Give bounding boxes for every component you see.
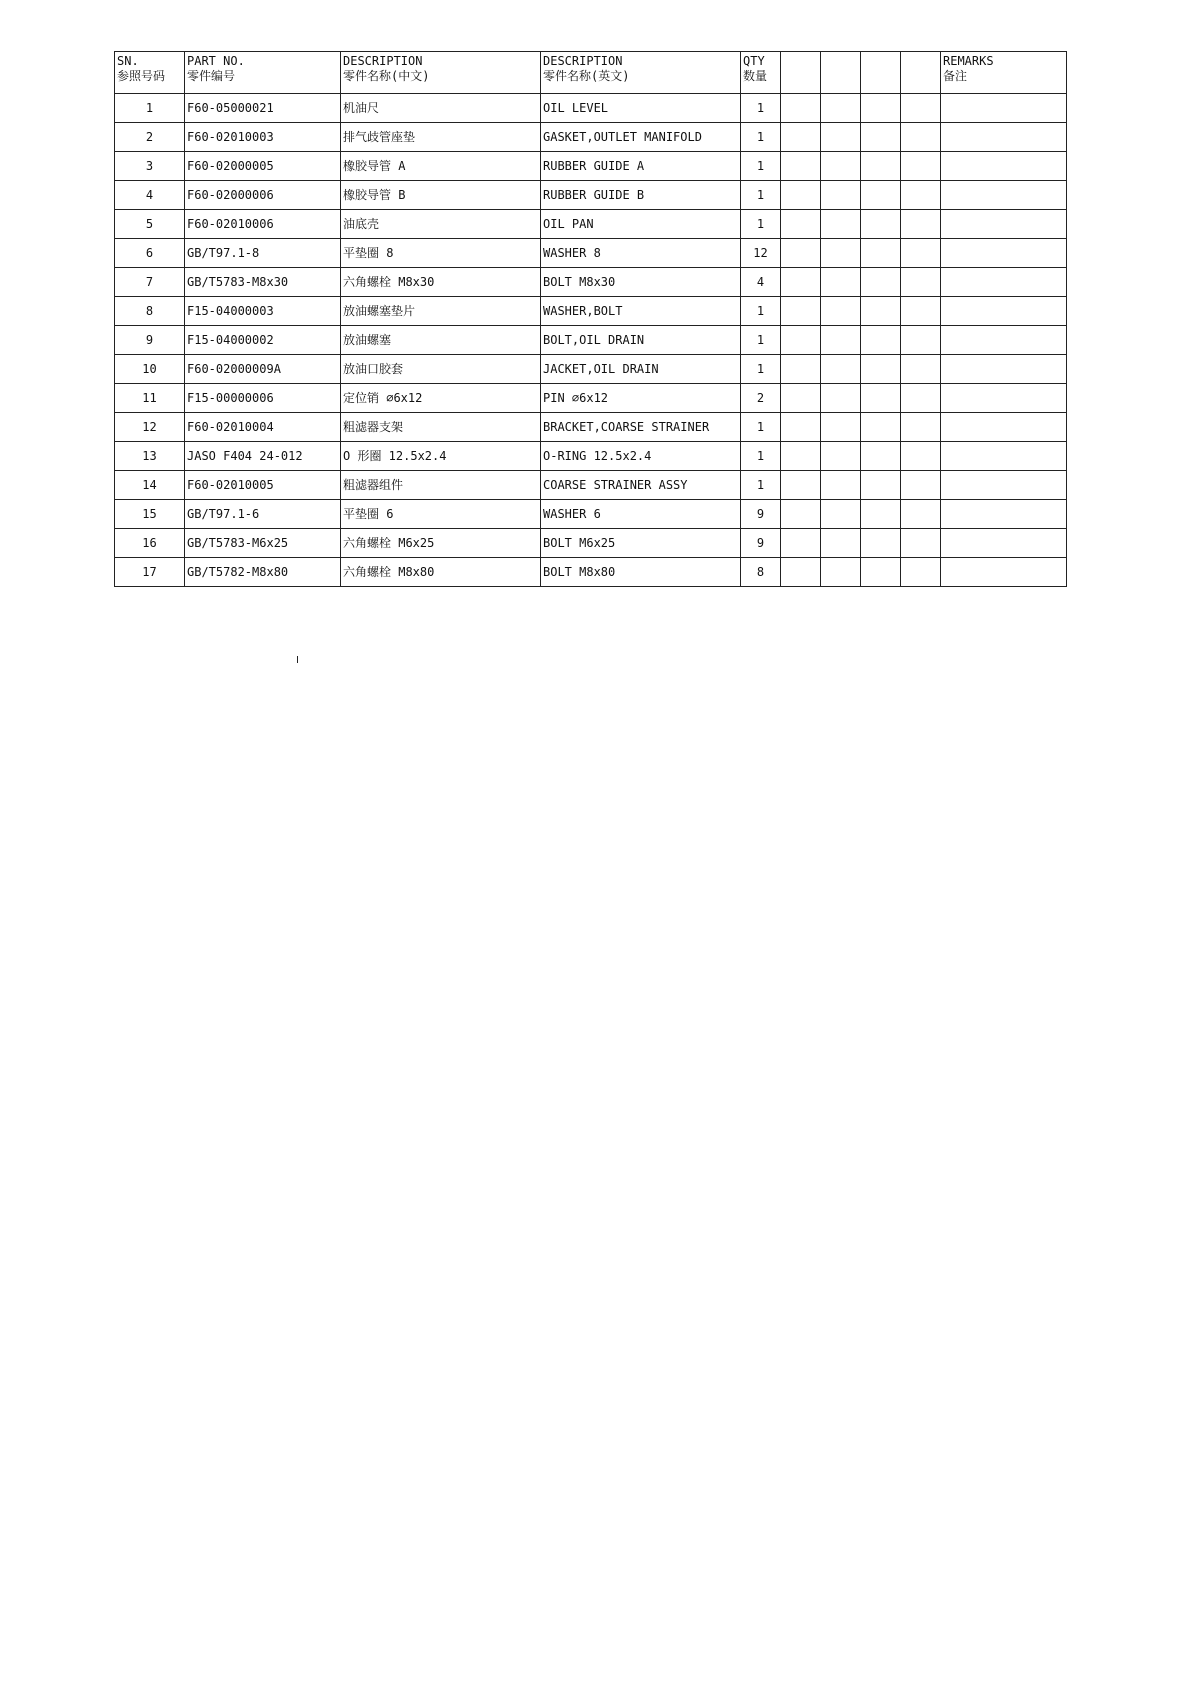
cell-blank4	[901, 500, 941, 529]
header-label-cn: 零件名称(英文)	[543, 69, 630, 83]
header-desc_en	[541, 52, 741, 94]
cell-sn: 7	[115, 268, 185, 297]
header-label-en: REMARKS	[943, 54, 994, 68]
cell-remarks	[941, 326, 1067, 355]
table-row	[115, 268, 1067, 297]
header-desc_cn	[341, 52, 541, 94]
cell-blank1	[781, 123, 821, 152]
cell-blank2	[821, 384, 861, 413]
cell-qty: 12	[741, 239, 781, 268]
cell-desc-cn: O 形圈 12.5x2.4	[341, 442, 541, 471]
table-row	[115, 123, 1067, 152]
cell-desc-en: PIN ⌀6x12	[541, 384, 741, 413]
cell-blank1	[781, 152, 821, 181]
cell-qty: 2	[741, 384, 781, 413]
cell-remarks	[941, 384, 1067, 413]
cell-desc-cn: 放油螺塞	[341, 326, 541, 355]
cell-desc-cn: 排气歧管座垫	[341, 123, 541, 152]
cell-blank4	[901, 123, 941, 152]
cell-desc-en: BOLT,OIL DRAIN	[541, 326, 741, 355]
cell-blank3	[861, 326, 901, 355]
cell-part-no: F60-02010004	[185, 413, 341, 442]
cell-desc-en: OIL LEVEL	[541, 94, 741, 123]
cell-blank4	[901, 326, 941, 355]
cell-desc-cn: 六角螺栓 M6x25	[341, 529, 541, 558]
cell-part-no: F15-04000002	[185, 326, 341, 355]
cell-part-no: JASO F404 24-012	[185, 442, 341, 471]
cell-blank1	[781, 181, 821, 210]
table-body	[115, 94, 1067, 587]
cell-desc-cn: 油底壳	[341, 210, 541, 239]
cell-desc-cn: 粗滤器组件	[341, 471, 541, 500]
cell-desc-en: WASHER 8	[541, 239, 741, 268]
cell-blank1	[781, 94, 821, 123]
cell-sn: 6	[115, 239, 185, 268]
cell-blank1	[781, 268, 821, 297]
table-row	[115, 297, 1067, 326]
header-qty	[741, 52, 781, 94]
cell-blank4	[901, 471, 941, 500]
cell-part-no: F15-04000003	[185, 297, 341, 326]
cell-blank2	[821, 94, 861, 123]
cell-part-no: GB/T5783-M8x30	[185, 268, 341, 297]
cell-qty: 4	[741, 268, 781, 297]
cell-blank2	[821, 413, 861, 442]
cell-desc-en: JACKET,OIL DRAIN	[541, 355, 741, 384]
cell-blank2	[821, 355, 861, 384]
table-row	[115, 558, 1067, 587]
table-row	[115, 384, 1067, 413]
cell-sn: 12	[115, 413, 185, 442]
cell-qty: 1	[741, 94, 781, 123]
cell-qty: 1	[741, 123, 781, 152]
cell-qty: 1	[741, 355, 781, 384]
cell-desc-en: COARSE STRAINER ASSY	[541, 471, 741, 500]
table-row	[115, 326, 1067, 355]
cell-blank3	[861, 268, 901, 297]
cell-blank2	[821, 268, 861, 297]
cell-part-no: F60-02010003	[185, 123, 341, 152]
cell-blank4	[901, 94, 941, 123]
cell-blank3	[861, 413, 901, 442]
cell-blank1	[781, 471, 821, 500]
parts-table	[114, 51, 1067, 587]
header-label-en: DESCRIPTION	[343, 54, 423, 68]
cell-qty: 1	[741, 181, 781, 210]
header-label-cn: 数量	[743, 69, 768, 83]
cell-remarks	[941, 297, 1067, 326]
cell-desc-cn: 定位销 ⌀6x12	[341, 384, 541, 413]
cell-part-no: F60-02000006	[185, 181, 341, 210]
cell-blank2	[821, 181, 861, 210]
cell-blank4	[901, 355, 941, 384]
cell-blank2	[821, 558, 861, 587]
cell-sn: 8	[115, 297, 185, 326]
cell-part-no: F15-00000006	[185, 384, 341, 413]
header-row	[115, 52, 1067, 94]
column-tail-line	[297, 656, 298, 663]
cell-blank1	[781, 239, 821, 268]
cell-blank4	[901, 181, 941, 210]
cell-blank4	[901, 239, 941, 268]
cell-blank3	[861, 471, 901, 500]
header-label-en: SN.	[117, 54, 139, 68]
cell-blank3	[861, 94, 901, 123]
cell-desc-cn: 平垫圈 8	[341, 239, 541, 268]
cell-remarks	[941, 94, 1067, 123]
cell-part-no: F60-05000021	[185, 94, 341, 123]
cell-remarks	[941, 558, 1067, 587]
header-label-en: PART NO.	[187, 54, 245, 68]
cell-desc-en: RUBBER GUIDE B	[541, 181, 741, 210]
cell-part-no: F60-02000005	[185, 152, 341, 181]
cell-desc-en: BOLT M6x25	[541, 529, 741, 558]
cell-desc-en: O-RING 12.5x2.4	[541, 442, 741, 471]
cell-sn: 15	[115, 500, 185, 529]
cell-blank2	[821, 471, 861, 500]
cell-remarks	[941, 152, 1067, 181]
header-label-cn: 零件编号	[187, 69, 236, 83]
cell-blank1	[781, 413, 821, 442]
cell-blank4	[901, 152, 941, 181]
cell-blank3	[861, 384, 901, 413]
cell-desc-cn: 放油口胶套	[341, 355, 541, 384]
cell-qty: 1	[741, 326, 781, 355]
cell-sn: 9	[115, 326, 185, 355]
parts-list-sheet	[114, 51, 1066, 587]
header-blank3	[861, 52, 901, 94]
header-blank2	[821, 52, 861, 94]
cell-part-no: F60-02000009A	[185, 355, 341, 384]
cell-blank2	[821, 297, 861, 326]
cell-desc-en: OIL PAN	[541, 210, 741, 239]
cell-part-no: F60-02010005	[185, 471, 341, 500]
cell-desc-en: BOLT M8x30	[541, 268, 741, 297]
header-label-en: DESCRIPTION	[543, 54, 623, 68]
cell-sn: 4	[115, 181, 185, 210]
cell-qty: 1	[741, 152, 781, 181]
table-row	[115, 239, 1067, 268]
cell-sn: 11	[115, 384, 185, 413]
cell-sn: 3	[115, 152, 185, 181]
cell-blank3	[861, 210, 901, 239]
cell-desc-cn: 六角螺栓 M8x80	[341, 558, 541, 587]
cell-blank2	[821, 152, 861, 181]
cell-sn: 1	[115, 94, 185, 123]
cell-sn: 14	[115, 471, 185, 500]
header-label-cn: 参照号码	[117, 69, 166, 83]
cell-qty: 1	[741, 297, 781, 326]
cell-remarks	[941, 123, 1067, 152]
cell-blank1	[781, 442, 821, 471]
table-row	[115, 500, 1067, 529]
cell-desc-cn: 放油螺塞垫片	[341, 297, 541, 326]
cell-blank2	[821, 500, 861, 529]
cell-desc-en: BOLT M8x80	[541, 558, 741, 587]
cell-blank4	[901, 529, 941, 558]
cell-sn: 2	[115, 123, 185, 152]
cell-blank3	[861, 529, 901, 558]
cell-blank1	[781, 297, 821, 326]
table-row	[115, 355, 1067, 384]
table-row	[115, 471, 1067, 500]
cell-qty: 1	[741, 471, 781, 500]
cell-sn: 17	[115, 558, 185, 587]
header-label-cn: 备注	[943, 69, 968, 83]
cell-desc-cn: 平垫圈 6	[341, 500, 541, 529]
cell-part-no: F60-02010006	[185, 210, 341, 239]
header-remarks	[941, 52, 1067, 94]
header-blank1	[781, 52, 821, 94]
cell-blank2	[821, 442, 861, 471]
cell-remarks	[941, 268, 1067, 297]
cell-qty: 1	[741, 442, 781, 471]
cell-blank1	[781, 355, 821, 384]
cell-qty: 8	[741, 558, 781, 587]
cell-blank2	[821, 529, 861, 558]
table-row	[115, 94, 1067, 123]
cell-blank1	[781, 500, 821, 529]
cell-blank4	[901, 558, 941, 587]
cell-blank2	[821, 239, 861, 268]
cell-qty: 9	[741, 500, 781, 529]
cell-desc-cn: 机油尺	[341, 94, 541, 123]
cell-desc-cn: 橡胶导管 A	[341, 152, 541, 181]
cell-blank3	[861, 355, 901, 384]
cell-remarks	[941, 529, 1067, 558]
cell-remarks	[941, 181, 1067, 210]
cell-blank2	[821, 326, 861, 355]
cell-blank3	[861, 123, 901, 152]
cell-qty: 9	[741, 529, 781, 558]
cell-desc-cn: 橡胶导管 B	[341, 181, 541, 210]
cell-qty: 1	[741, 413, 781, 442]
cell-blank4	[901, 384, 941, 413]
header-sn	[115, 52, 185, 94]
cell-blank4	[901, 442, 941, 471]
cell-remarks	[941, 210, 1067, 239]
cell-blank2	[821, 123, 861, 152]
table-row	[115, 529, 1067, 558]
cell-remarks	[941, 413, 1067, 442]
cell-desc-en: WASHER,BOLT	[541, 297, 741, 326]
cell-remarks	[941, 500, 1067, 529]
cell-remarks	[941, 471, 1067, 500]
cell-desc-en: BRACKET,COARSE STRAINER	[541, 413, 741, 442]
cell-blank4	[901, 268, 941, 297]
header-label-en: QTY	[743, 54, 765, 68]
cell-blank2	[821, 210, 861, 239]
cell-sn: 5	[115, 210, 185, 239]
cell-desc-cn: 粗滤器支架	[341, 413, 541, 442]
cell-part-no: GB/T97.1-6	[185, 500, 341, 529]
cell-remarks	[941, 442, 1067, 471]
cell-blank3	[861, 558, 901, 587]
cell-part-no: GB/T5783-M6x25	[185, 529, 341, 558]
table-row	[115, 210, 1067, 239]
cell-qty: 1	[741, 210, 781, 239]
cell-sn: 16	[115, 529, 185, 558]
header-part_no	[185, 52, 341, 94]
table-row	[115, 413, 1067, 442]
header-label-cn: 零件名称(中文)	[343, 69, 430, 83]
cell-desc-en: GASKET,OUTLET MANIFOLD	[541, 123, 741, 152]
cell-blank3	[861, 152, 901, 181]
cell-part-no: GB/T97.1-8	[185, 239, 341, 268]
header-blank4	[901, 52, 941, 94]
cell-part-no: GB/T5782-M8x80	[185, 558, 341, 587]
cell-blank3	[861, 500, 901, 529]
cell-blank4	[901, 413, 941, 442]
cell-blank4	[901, 297, 941, 326]
cell-remarks	[941, 239, 1067, 268]
table-row	[115, 152, 1067, 181]
cell-desc-en: RUBBER GUIDE A	[541, 152, 741, 181]
table-row	[115, 442, 1067, 471]
cell-desc-en: WASHER 6	[541, 500, 741, 529]
table-row	[115, 181, 1067, 210]
cell-blank4	[901, 210, 941, 239]
cell-blank1	[781, 384, 821, 413]
cell-blank1	[781, 558, 821, 587]
cell-blank3	[861, 239, 901, 268]
cell-blank3	[861, 442, 901, 471]
cell-desc-cn: 六角螺栓 M8x30	[341, 268, 541, 297]
cell-remarks	[941, 355, 1067, 384]
cell-blank3	[861, 297, 901, 326]
cell-blank1	[781, 210, 821, 239]
cell-blank1	[781, 529, 821, 558]
cell-sn: 10	[115, 355, 185, 384]
cell-blank1	[781, 326, 821, 355]
cell-blank3	[861, 181, 901, 210]
cell-sn: 13	[115, 442, 185, 471]
